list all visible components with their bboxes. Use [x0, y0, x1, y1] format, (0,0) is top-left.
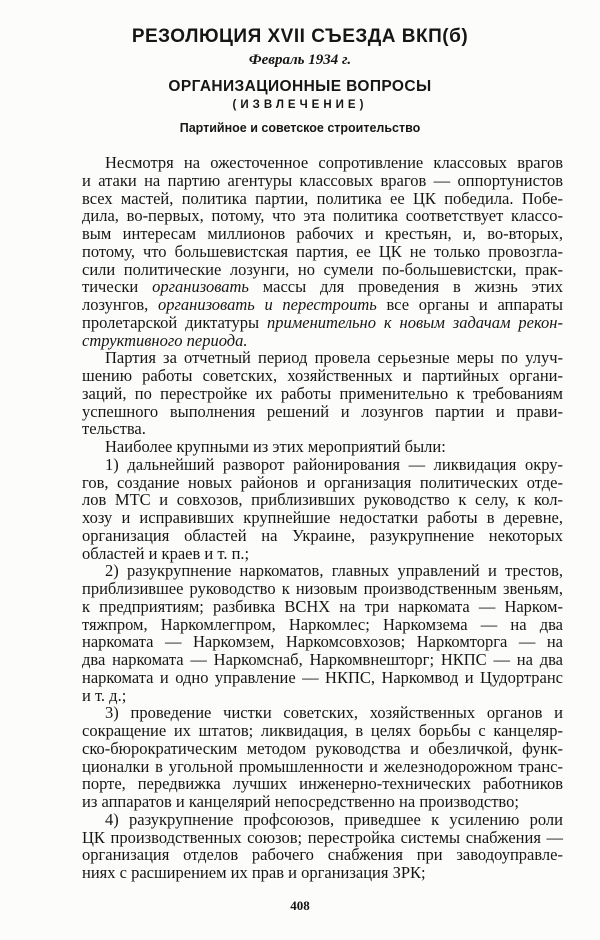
text-segment: заций, по перестройке их работы применительно к требованиям: [82, 383, 563, 403]
text-line: [82, 793, 563, 811]
text-line: [82, 775, 563, 793]
text-line: [82, 527, 563, 545]
text-line: [82, 758, 563, 776]
text-segment: массы для проведения в жизнь этих: [248, 277, 564, 297]
section-heading: ОРГАНИЗАЦИОННЫЕ ВОПРОСЫ: [168, 78, 432, 95]
paragraph: [82, 438, 563, 456]
text-segment: тически: [82, 277, 153, 297]
text-line: [82, 740, 563, 758]
text-line: [82, 545, 563, 563]
text-segment: лов МТС и совхозов, приблизивших руководство к селу, к кол-: [82, 490, 563, 510]
text-line: [82, 243, 563, 261]
text-line: [82, 704, 563, 722]
paragraph: [82, 811, 563, 882]
text-line: [82, 420, 563, 438]
text-segment: ционалки в угольной промышленности и железнодорожном транс-: [82, 756, 563, 776]
text-line: [82, 296, 563, 314]
text-segment: 1) дальнейший разворот районирования — ликвидация окру-: [105, 454, 563, 474]
text-segment: вым интересам миллионов рабочих и крестьян, и, во-вторых,: [82, 224, 563, 243]
text-segment: тяжпром, Наркомлегпром, Наркомлес; Наркомзема — на два: [82, 614, 563, 634]
text-line: [82, 864, 563, 882]
text-segment: тельства.: [82, 419, 146, 439]
paragraph: [82, 456, 563, 563]
text-line: [82, 811, 563, 829]
text-line: [82, 509, 563, 527]
text-line: [82, 846, 563, 864]
text-segment: лозунгов,: [82, 295, 158, 314]
text-line: [82, 829, 563, 847]
text-segment: гов, создание новых районов и организация политических отде-: [82, 472, 563, 492]
body-text: [82, 154, 563, 882]
text-line: [82, 172, 563, 190]
text-line: [82, 367, 563, 385]
text-segment: ЦК производственных союзов; перестройка системы снабжения —: [82, 827, 563, 847]
text-line: [82, 580, 563, 598]
text-line: [82, 225, 563, 243]
text-line: [82, 562, 563, 580]
text-segment: 4) разукрупнение профсоюзов, приведшее к усилению роли: [105, 809, 563, 829]
italic-emphasis: применительно к новым задачам рекон-: [266, 312, 563, 332]
text-line: [82, 633, 563, 651]
text-segment: два наркомата — Наркомснаб, Наркомвнешторг; НКПС — на два: [82, 650, 563, 669]
document-date: Февраль 1934 г.: [248, 52, 352, 68]
text-line: [82, 207, 563, 225]
text-segment: и атаки на партию агентуры классовых врагов — оппортунистов: [82, 170, 563, 190]
text-segment: ниях с расширением их прав и организация ЗРК;: [82, 863, 426, 882]
text-line: [82, 456, 563, 474]
text-segment: организация отделов рабочего снабжения при заводоуправле-: [82, 845, 563, 865]
text-segment: к предприятиям; разбивка ВСНХ на три наркомата — Нарком-: [82, 596, 563, 616]
paragraph: [82, 349, 563, 438]
italic-emphasis: организовать и перестроить: [157, 295, 377, 314]
text-line: [82, 278, 563, 296]
text-line: [82, 722, 563, 740]
paragraph: [82, 704, 563, 811]
text-segment: 3) проведение чистки советских, хозяйственных органов и: [105, 703, 563, 723]
text-line: [82, 314, 563, 332]
italic-emphasis: структивного периода.: [82, 330, 248, 350]
text-line: [82, 385, 563, 403]
text-segment: дила, во-первых, потому, что эта политика соответствует классо-: [82, 206, 563, 226]
text-segment: шению работы советских, хозяйственных и партийных органи-: [82, 366, 563, 385]
text-line: [82, 598, 563, 616]
text-segment: успешного выполнения решений и лозунгов партии и прави-: [82, 401, 563, 421]
text-segment: 2) разукрупнение наркоматов, главных управлений и трестов,: [105, 561, 563, 581]
italic-emphasis: организовать: [152, 277, 249, 297]
text-line: [82, 438, 563, 456]
text-segment: наркомата и одно управление — НКПС, Наркомвод и Цудортранс: [82, 667, 563, 687]
text-segment: потому, что большевистская партия, ее ЦК не только провозгла-: [82, 241, 563, 261]
text-line: [82, 474, 563, 492]
text-line: [82, 154, 563, 172]
text-line: [82, 261, 563, 279]
text-line: [82, 651, 563, 669]
text-line: [82, 332, 563, 350]
text-segment: приблизившее руководство к низовым производственным звеньям,: [82, 579, 563, 598]
text-line: [82, 687, 563, 705]
text-segment: хозу и исправивших крупнейшие недостатки работы в деревне,: [82, 508, 563, 527]
text-line: [82, 190, 563, 208]
text-segment: сокращение их штатов; ликвидация, в целях борьбы с канцеляр-: [82, 721, 563, 740]
text-segment: Партия за отчетный период провела серьезные меры по улуч-: [105, 348, 563, 368]
paragraph: [82, 562, 563, 704]
text-segment: сили политические лозунги, но сумели по-большевистски, прак-: [82, 259, 563, 279]
text-segment: из аппаратов и канцелярий непосредственно на производство;: [82, 792, 519, 811]
text-segment: пролетарской диктатуры: [82, 312, 267, 332]
text-line: [82, 616, 563, 634]
text-segment: Несмотря на ожесточенное сопротивление классовых врагов: [105, 153, 563, 172]
text-segment: областей и краев и т. п.;: [82, 543, 250, 563]
text-segment: все органы и аппараты: [376, 295, 563, 314]
text-line: [82, 403, 563, 421]
text-segment: ско-бюрократическим методом руководства и обезличкой, функ-: [82, 738, 563, 758]
text-line: [82, 349, 563, 367]
text-segment: Наиболее крупными из этих мероприятий были:: [105, 437, 446, 456]
paragraph: [82, 154, 563, 349]
extract-label: (ИЗВЛЕЧЕНИЕ): [232, 99, 368, 111]
text-segment: всех мастей, политика партии, политика ее ЦК победила. Побе-: [82, 188, 563, 208]
text-segment: наркомата — Наркомзем, Наркомсовхозов; Наркомторга — на: [82, 632, 563, 652]
text-segment: организация областей на Украине, разукрупнение некоторых: [82, 525, 563, 545]
text-line: [82, 669, 563, 687]
page-number: 408: [290, 898, 310, 913]
text-segment: и т. д.;: [82, 685, 127, 705]
text-line: [82, 491, 563, 509]
document-title: РЕЗОЛЮЦИЯ XVII СЪЕЗДА ВКП(б): [131, 26, 469, 47]
text-segment: порте, передвижка лучших инженерно-технических работников: [82, 774, 563, 794]
subsection-heading: Партийное и советское строительство: [179, 121, 421, 135]
